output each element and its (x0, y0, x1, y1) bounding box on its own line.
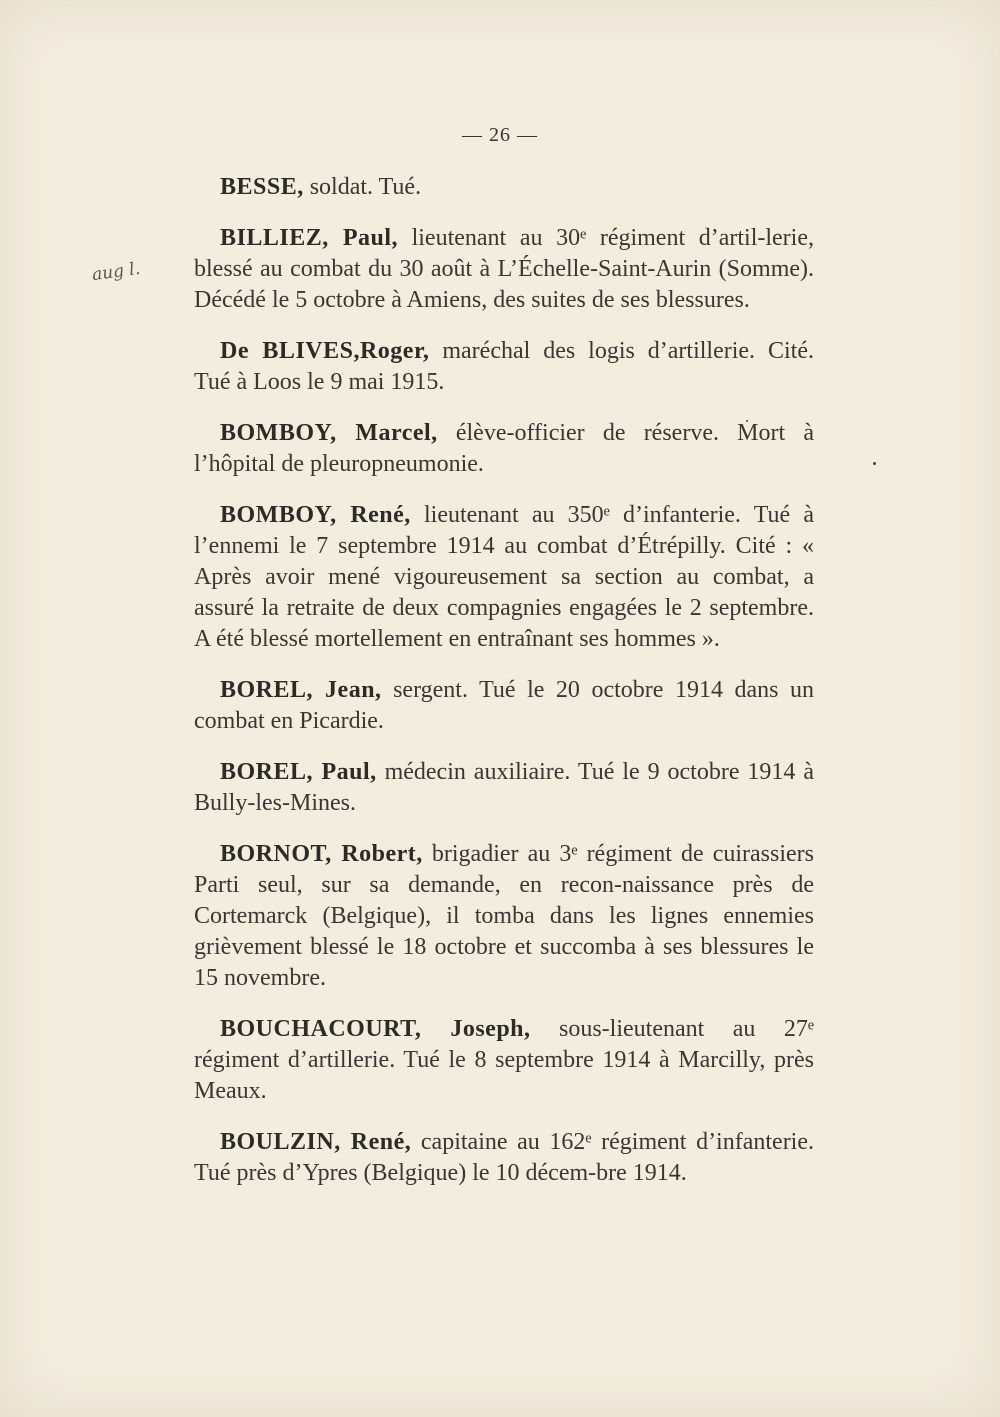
entry-text: élève-officier de réserve. Mort à l’hôpital de pleuropneumonie. (194, 420, 814, 477)
entry-bomboy-rene (194, 500, 814, 655)
entry-text: sous-lieutenant au 27ᵉ régiment d’artillerie. Tué le 8 septembre 1914 à Marcilly, près Meaux. (194, 1016, 814, 1104)
entry-billiez (194, 223, 814, 316)
entry-text: capitaine au 162ᵉ régiment d’infanterie. Tué près d’Ypres (Belgique) le 10 décem-bre 1914. (194, 1129, 814, 1186)
entry-text: lieutenant au 350ᵉ d’infanterie. Tué à l’ennemi le 7 septembre 1914 au combat d’Étrépilly. Cité : « Après avoir mené vigoureusement sa section au combat, a assuré la retraite de deux compagnies engagées le 2 septembre. A été blessé mortellement en entraînant ses hommes ». (194, 502, 814, 652)
page-number: — 26 — (462, 124, 538, 146)
entry-text: médecin auxiliaire. Tué le 9 octobre 1914 à Bully-les-Mines. (194, 759, 814, 816)
entry-text: sergent. Tué le 20 octobre 1914 dans un combat en Picardie. (194, 677, 814, 734)
entry-text: brigadier au 3ᵉ régiment de cuirassiers Parti seul, sur sa demande, en recon-naissance près de Cortemarck (Belgique), il tomba dans les lignes ennemies grièvement blessé le 18 octobre et succomba à ses blessures le 15 novembre. (194, 841, 814, 991)
entry-text: maréchal des logis d’artillerie. Cité. Tué à Loos le 9 mai 1915. (194, 338, 814, 395)
entry-name: BOREL, Jean, (220, 677, 382, 703)
entry-name: BOUCHACOURT, Joseph, (220, 1016, 531, 1042)
entry-name: BOULZIN, René, (220, 1129, 412, 1155)
entry-name: BILLIEZ, Paul, (220, 225, 398, 251)
entry-borel-paul (194, 757, 814, 819)
ink-speck (873, 462, 876, 465)
entry-text: soldat. Tué. (303, 174, 422, 200)
entry-name: BOREL, Paul, (220, 759, 377, 785)
margin-annotation: aug l. (90, 258, 142, 286)
entry-borel-jean (194, 675, 814, 737)
entry-bornot (194, 839, 814, 994)
entry-list (194, 172, 814, 1209)
entry-de-blives (194, 336, 814, 398)
entry-name: BESSE, (220, 174, 304, 200)
entry-text: lieutenant au 30ᵉ régiment d’artil-lerie, blessé au combat du 30 août à L’Échelle-Saint-Aurin (Somme). Décédé le 5 octobre à Amiens, des suites de ses blessures. (194, 225, 814, 313)
entry-bomboy-marcel (194, 418, 814, 480)
entry-name: De BLIVES,Roger, (220, 338, 430, 364)
entry-boulzin (194, 1127, 814, 1189)
entry-bouchacourt (194, 1014, 814, 1107)
entry-name: BOMBOY, René, (220, 502, 411, 528)
entry-name: BOMBOY, Marcel, (220, 420, 438, 446)
entry-besse (194, 172, 814, 203)
entry-name: BORNOT, Robert, (220, 841, 423, 867)
